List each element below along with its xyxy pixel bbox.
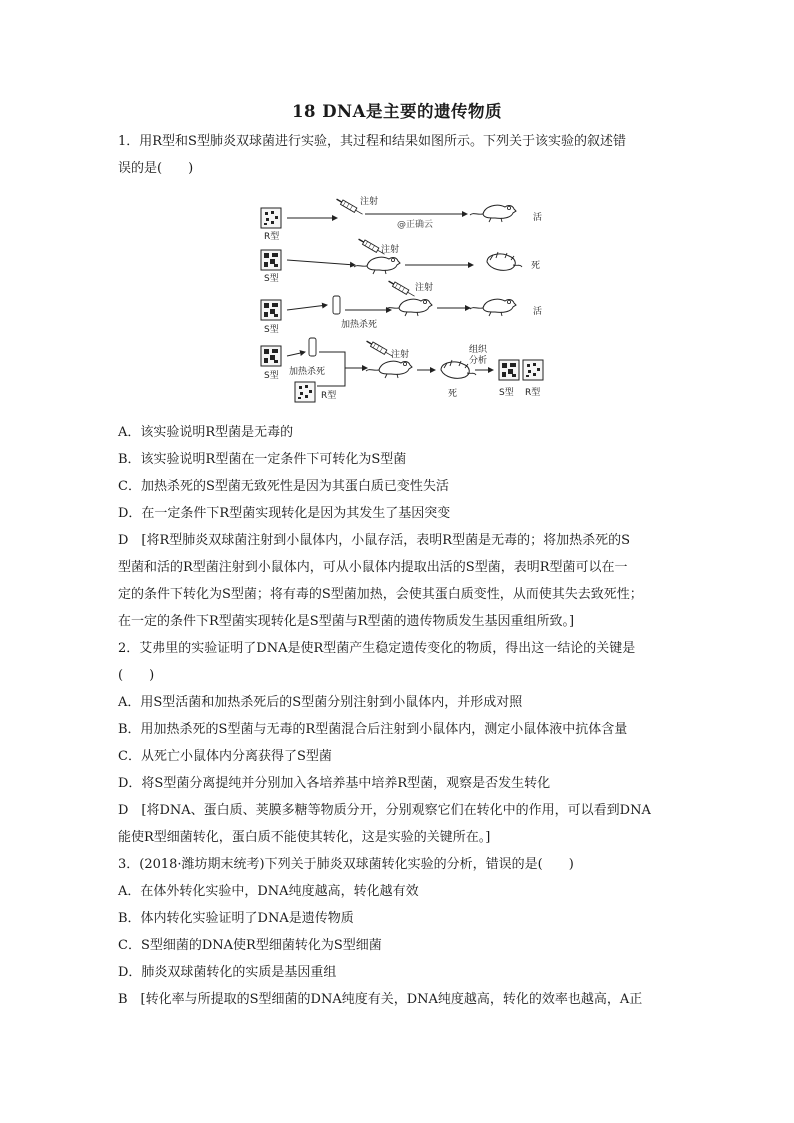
s-type-label-3: S型 [264, 371, 279, 381]
q2-option-b: B．用加热杀死的S型菌与无毒的R型菌混合后注射到小鼠体内，测定小鼠体液中抗体含量 [118, 722, 628, 737]
mouse-icon [354, 257, 400, 274]
q3-option-d: D．肺炎双球菌转化的实质是基因重组 [118, 965, 337, 980]
mouse-icon [386, 299, 432, 316]
q2-option-d: D．将S型菌分离提纯并分别加入各培养基中培养R型菌，观察是否发生转化 [118, 776, 551, 791]
inject-label-1: 注射 [360, 197, 379, 207]
s-type-dish-icon [261, 250, 281, 270]
q2-stem-line-2: ( ) [118, 668, 155, 683]
q2-answer-line-1: D [将DNA、蛋白质、荚膜多糖等物质分开，分别观察它们在转化中的作用，可以看到DNA [118, 803, 651, 818]
r-type-label: R型 [264, 232, 280, 242]
arrow-row2-a [287, 260, 355, 265]
watermark-label: @正确云 [397, 220, 434, 230]
mouse-icon [366, 361, 412, 378]
s-type-label-2: S型 [264, 325, 279, 335]
experiment-figure [255, 190, 555, 408]
syringe-icon [337, 199, 363, 214]
q1-stem-line-2: 误的是( ) [118, 161, 194, 176]
q1-option-a: A．该实验说明R型菌是无毒的 [118, 425, 294, 440]
r-type-result-label: R型 [525, 388, 541, 398]
q3-answer-line-1: B [转化率与所提取的S型细菌的DNA纯度有关，DNA纯度越高，转化的效率也越高，A正 [118, 992, 643, 1007]
q1-option-c: C．加热杀死的S型菌无致死性是因为其蛋白质已变性失活 [118, 479, 449, 494]
s-type-dish-icon [261, 300, 281, 320]
inject-label-4: 注射 [391, 350, 410, 360]
q1-stem-line-1: 1．用R型和S型肺炎双球菌进行实验，其过程和结果如图所示。下列关于该实验的叙述错 [118, 134, 626, 149]
syringe-icon [367, 341, 393, 356]
q2-stem-line-1: 2．艾弗里的实验证明了DNA是使R型菌产生稳定遗传变化的物质，得出这一结论的关键是 [118, 641, 636, 656]
arrow-row4-a [287, 352, 305, 356]
r-type-dish-icon [261, 208, 281, 228]
s-type-label-1: S型 [264, 274, 279, 284]
r-type-dish-icon [295, 382, 315, 402]
r-type-label-2: R型 [321, 391, 337, 401]
r-type-dish-icon [523, 360, 543, 380]
mouse-dead-icon [487, 252, 522, 270]
mouse-alive-icon [470, 205, 516, 222]
q2-option-c: C．从死亡小鼠体内分离获得了S型菌 [118, 749, 332, 764]
q3-stem-line-1: 3．(2018·潍坊期末统考)下列关于肺炎双球菌转化实验的分析，错误的是( ) [118, 857, 574, 872]
q3-option-c: C．S型细菌的DNA使R型细菌转化为S型细菌 [118, 938, 382, 953]
tissue-analysis-label-1: 组织 [469, 345, 488, 355]
dead-label-2: 死 [448, 389, 458, 399]
s-type-result-label: S型 [499, 388, 514, 398]
q3-option-b: B．体内转化实验证明了DNA是遗传物质 [118, 911, 354, 926]
s-type-dish-icon [499, 360, 519, 380]
q3-option-a: A．在体外转化实验中，DNA纯度越高，转化越有效 [118, 884, 419, 899]
alive-label-2: 活 [533, 307, 543, 317]
page-title: 18 DNA是主要的遗传物质 [292, 102, 502, 121]
q2-answer-line-2: 能使R型细菌转化，蛋白质不能使其转化，这是实验的关键所在。] [118, 830, 491, 845]
mouse-alive-icon [470, 299, 516, 316]
s-type-dish-icon [261, 346, 281, 366]
test-tube-icon [309, 338, 316, 356]
q1-answer-line-1: D [将R型肺炎双球菌注射到小鼠体内，小鼠存活，表明R型菌是无毒的；将加热杀死的S [118, 533, 630, 548]
tissue-analysis-label-2: 分析 [469, 356, 488, 366]
q1-option-d: D．在一定条件下R型菌实现转化是因为其发生了基因突变 [118, 506, 451, 521]
q1-option-b: B．该实验说明R型菌在一定条件下可转化为S型菌 [118, 452, 407, 467]
arrow-row3-a [287, 305, 327, 310]
q1-answer-line-4: 在一定的条件下R型菌实现转化是S型菌与R型菌的遗传物质发生基因重组所致。] [118, 614, 575, 629]
alive-label-1: 活 [533, 213, 543, 223]
heat-killed-label-2: 加热杀死 [289, 367, 326, 377]
q2-option-a: A．用S型活菌和加热杀死后的S型菌分别注射到小鼠体内，并形成对照 [118, 695, 523, 710]
test-tube-icon [333, 296, 340, 314]
syringe-icon [389, 281, 415, 296]
q1-answer-line-2: 型菌和活的R型菌注射到小鼠体内，可从小鼠体内提取出活的S型菌，表明R型菌可以在一 [118, 560, 628, 575]
inject-label-3: 注射 [415, 283, 434, 293]
inject-label-2: 注射 [381, 245, 400, 255]
q1-answer-line-3: 定的条件下转化为S型菌；将有毒的S型菌加热，会使其蛋白质变性，从而使其失去致死性； [118, 587, 643, 602]
heat-killed-label-1: 加热杀死 [341, 320, 378, 330]
dead-label-1: 死 [531, 261, 541, 271]
